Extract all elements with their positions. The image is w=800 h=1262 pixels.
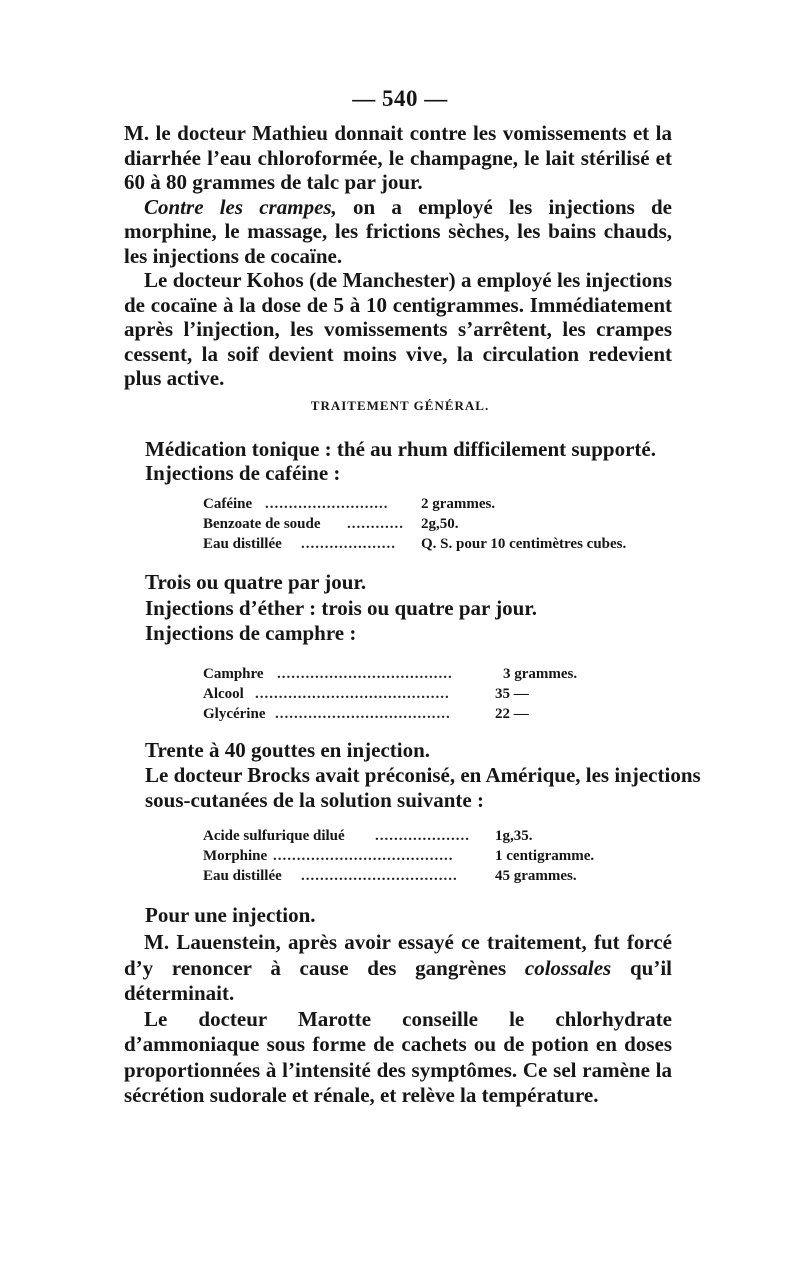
line-pour-une: Pour une injection.: [145, 903, 316, 927]
ingredient-amount: 22 —: [495, 706, 529, 722]
ingredient-amount: 45 grammes.: [495, 868, 577, 884]
recipe-camphre: [203, 666, 673, 726]
recipe-row: [203, 516, 673, 536]
ingredient-amount: 1g,35.: [495, 828, 533, 844]
line-brocks-1: Le docteur Brocks avait préconisé, en Amérique, les injections: [145, 763, 701, 787]
paragraph-crampes: [124, 195, 672, 269]
page-number: — 540 —: [352, 86, 448, 111]
ingredient-name: Eau distillée: [203, 868, 282, 884]
recipe-row: [203, 666, 673, 686]
leader-dots: ....................: [301, 536, 396, 552]
ingredient-name: Camphre: [203, 666, 264, 682]
ingredient-name: Glycérine: [203, 706, 266, 722]
ingredient-amount: Q. S. pour 10 centimètres cubes.: [421, 536, 627, 552]
ingredient-amount: 2g,50.: [421, 516, 459, 532]
emphasis-colossales: colossales: [524, 955, 612, 980]
ingredient-amount: 1 centigramme.: [495, 848, 595, 864]
recipe-row: [203, 496, 673, 516]
leader-dots: .....................................: [275, 706, 451, 722]
line-ether: Injections d’éther : trois ou quatre par jour.: [145, 596, 538, 620]
paragraph-block-bottom: [124, 930, 672, 1109]
leader-dots: ....................: [375, 828, 470, 844]
line-camphre-intro: Injections de camphre :: [145, 621, 357, 645]
line-brocks-2: sous-cutanées de la solution suivante :: [145, 788, 484, 812]
recipe-row: [203, 868, 673, 888]
recipe-row: [203, 828, 673, 848]
ingredient-name: Caféine: [203, 496, 253, 512]
paragraph-marotte: Le docteur Marotte conseille le chlorhydrate d’ammoniaque sous forme de cachets ou de potion en doses proportionnées à l’intensité des symptômes. Ce sel ramène la sécrétion sudorale et rénale, et relève la température.: [124, 1006, 672, 1107]
ingredient-amount: 35 —: [495, 686, 529, 702]
recipe-row: [203, 536, 673, 556]
paragraph-lauenstein-text: M. Lauenstein, après avoir essayé ce traitement, fut forcé d’y renoncer à cause des gangrènes: [124, 930, 672, 980]
leader-dots: .....................................: [277, 666, 453, 682]
line-medication: Médication tonique : thé au rhum difficilement supporté.: [145, 437, 656, 461]
paragraph-crampes-text: on a employé les injections de morphine, le massage, les frictions sèches, les bains chauds, les injections de cocaïne.: [124, 194, 672, 268]
paragraph-mathieu: M. le docteur Mathieu donnait contre les vomissements et la diarrhée l’eau chloroformée, le champagne, le lait stérilisé et 60 à 80 grammes de talc par jour.: [124, 121, 672, 194]
ingredient-amount: 2 grammes.: [421, 496, 496, 512]
emphasis-crampes: Contre les crampes,: [144, 194, 337, 219]
paragraph-kohos: Le docteur Kohos (de Manchester) a employé les injections de cocaïne à la dose de 5 à 10 centigrammes. Immédiatement après l’injection, les vomissements s’arrêtent, les crampes cessent, la soif devient moins vive, la circulation redevient plus active.: [124, 268, 672, 390]
recipe-cafeine: [203, 496, 673, 556]
section-heading: TRAITEMENT GÉNÉRAL.: [310, 398, 490, 413]
leader-dots: .................................: [301, 868, 458, 884]
recipe-row: [203, 848, 673, 868]
paragraph-lauenstein-tail: qu’il déterminait.: [124, 955, 672, 1005]
leader-dots: .........................................: [255, 686, 450, 702]
paragraph-block-top: [124, 121, 672, 391]
recipe-row: [203, 706, 673, 726]
ingredient-name: Eau distillée: [203, 536, 282, 552]
leader-dots: ......................................: [273, 848, 454, 864]
ingredient-amount: 3 grammes.: [503, 666, 578, 682]
paragraph-lauenstein: [124, 930, 672, 1007]
recipe-row: [203, 686, 673, 706]
line-cafeine-intro: Injections de caféine :: [145, 461, 341, 485]
recipe-acide: [203, 828, 673, 888]
ingredient-name: Alcool: [203, 686, 244, 702]
ingredient-name: Acide sulfurique dilué: [203, 828, 345, 844]
line-trente: Trente à 40 gouttes en injection.: [145, 738, 431, 762]
ingredient-name: Benzoate de soude: [203, 516, 321, 532]
leader-dots: ............: [347, 516, 404, 532]
leader-dots: ..........................: [265, 496, 389, 512]
ingredient-name: Morphine: [203, 848, 268, 864]
line-trois-quatre: Trois ou quatre par jour.: [145, 570, 367, 594]
